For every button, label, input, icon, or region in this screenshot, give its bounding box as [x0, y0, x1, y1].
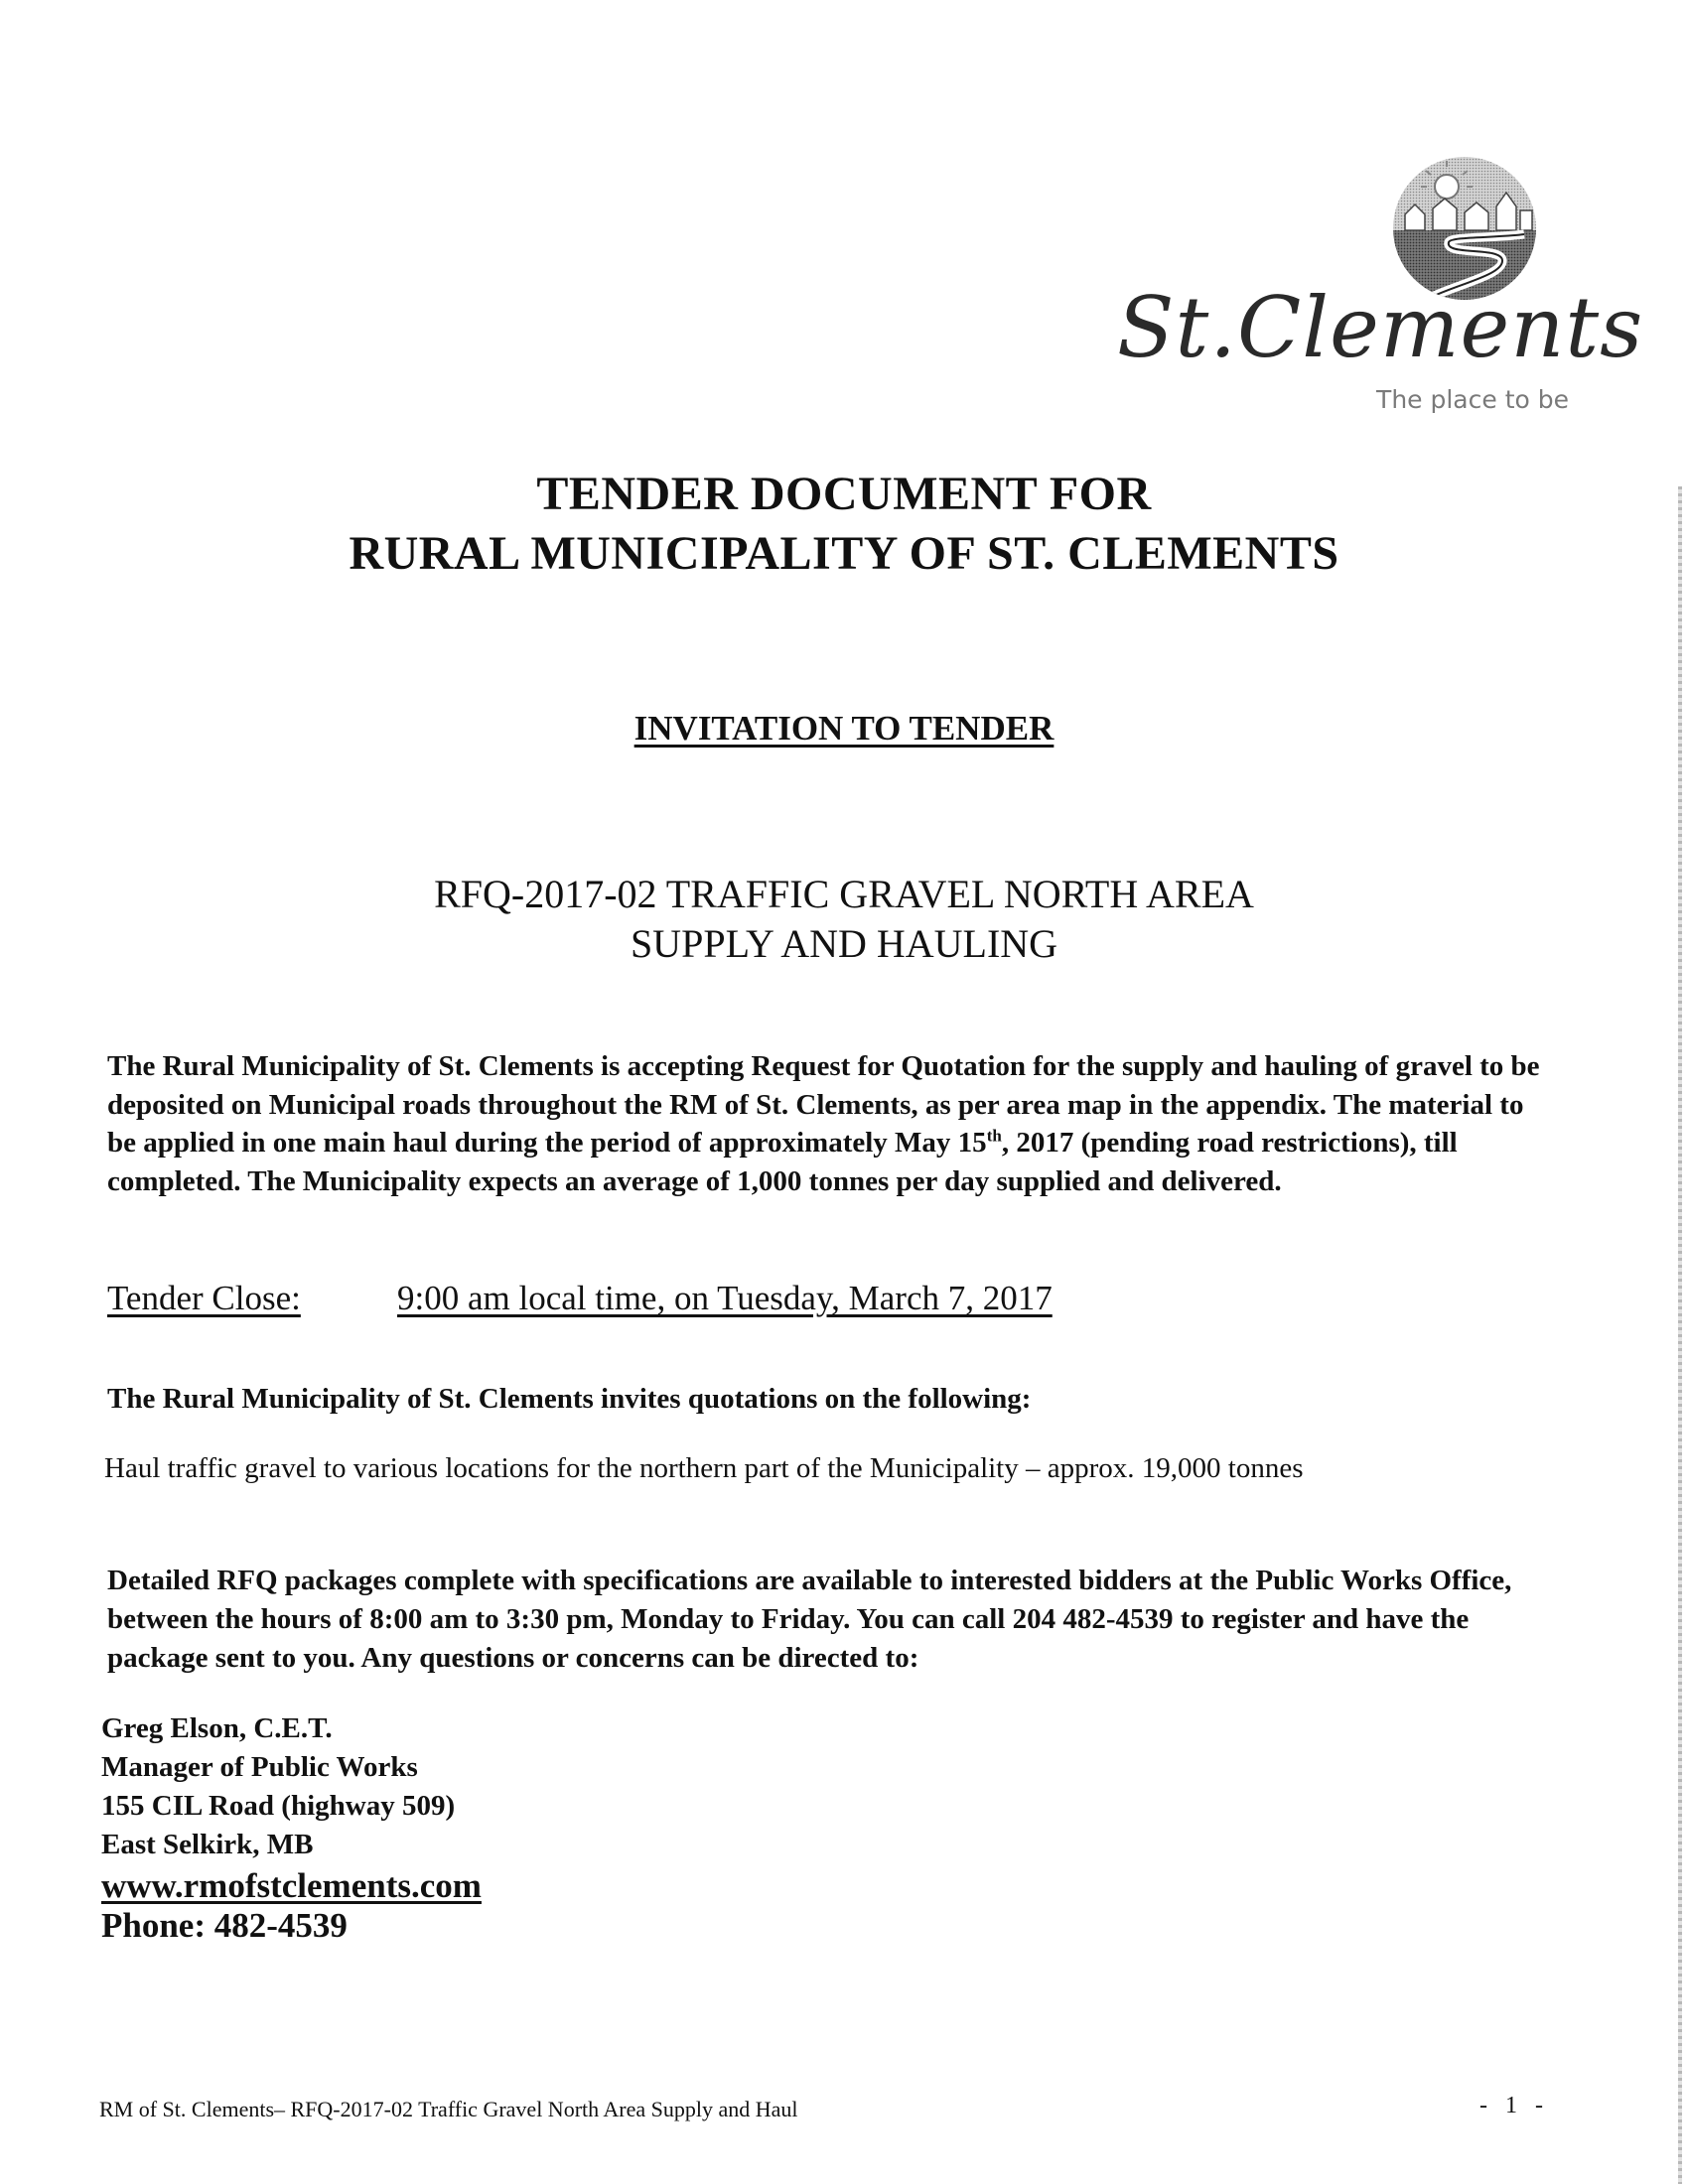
intro-paragraph [107, 1047, 1557, 1200]
website-link[interactable]: www.rmofstclements.com [101, 1866, 482, 1905]
contact-title: Manager of Public Works [101, 1751, 418, 1783]
tender-close-value: 9:00 am local time, on Tuesday, March 7, 2017 [397, 1279, 1053, 1317]
contact-name: Greg Elson, C.E.T. [101, 1712, 333, 1744]
intro-text-a: The Rural Municipality of St. Clements is accepting Request for Quotation for the supply and hauling of gravel to be deposited on Municipal roads throughout the RM of St. Clements, as per area map in the appendix. The material to be applied in one main haul during the period of approximately May 15 [107, 1050, 1540, 1159]
tender-close-label: Tender Close: [107, 1279, 301, 1317]
st-clements-logo [1117, 149, 1644, 432]
logo-wordmark: St.Clements [1117, 279, 1644, 376]
haul-description: Haul traffic gravel to various locations for the northern part of the Municipality – approx. 19,000 tonnes [104, 1452, 1304, 1484]
rfq-packages-paragraph: Detailed RFQ packages complete with specifications are available to interested bidders at the Public Works Office, between the hours of 8:00 am to 3:30 pm, Monday to Friday. You can call 204 482-4539 to register and have the package sent to you. Any questions or concerns can be directed to: [107, 1565, 1512, 1674]
contact-address-line1: 155 CIL Road (highway 509) [101, 1790, 456, 1822]
invitation-heading: INVITATION TO TENDER [633, 709, 1055, 748]
scan-edge-artifact [1678, 486, 1682, 2184]
rfq-title-line2: SUPPLY AND HAULING [630, 921, 1058, 966]
intro-superscript: th [986, 1126, 1002, 1146]
rfq-title-line1: RFQ-2017-02 TRAFFIC GRAVEL NORTH AREA [434, 872, 1254, 916]
contact-phone: Phone: 482-4539 [101, 1906, 348, 1945]
intro-text-b: , 2017 (pending road restrictions), till completed. The Municipality expects an average of 1,000 tonnes per day supplied and delivered. [107, 1127, 1458, 1197]
page-footer: RM of St. Clements– RFQ-2017-02 Traffic Gravel North Area Supply and Haul [99, 2097, 798, 2121]
document-title-line1: TENDER DOCUMENT FOR [536, 468, 1152, 520]
contact-address-line2: East Selkirk, MB [101, 1829, 314, 1860]
invites-quotations-text: The Rural Municipality of St. Clements invites quotations on the following: [107, 1383, 1032, 1415]
page-number: - 1 - [1479, 2093, 1549, 2118]
logo-tagline: The place to be [1376, 385, 1569, 414]
document-title-line2: RURAL MUNICIPALITY OF ST. CLEMENTS [349, 527, 1339, 580]
contact-block [101, 1709, 796, 1946]
